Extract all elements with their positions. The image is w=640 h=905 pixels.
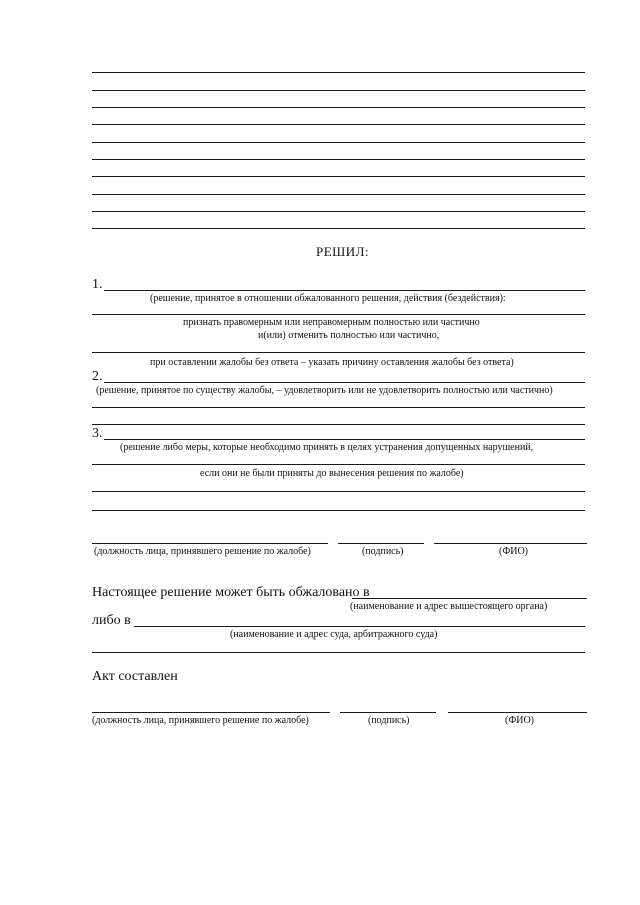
item3-field-line bbox=[104, 439, 585, 440]
item1-caption-3: при оставлении жалобы без ответа – указать причину оставления жалобы без ответа) bbox=[150, 357, 514, 368]
blank-line bbox=[92, 90, 585, 91]
blank-line bbox=[92, 491, 585, 492]
item1-caption-2b: и(или) отменить полностью или частично, bbox=[258, 330, 440, 341]
blank-line bbox=[92, 407, 585, 408]
sign2-signature-caption: (подпись) bbox=[368, 715, 410, 726]
item2-caption: (решение, принятое по существу жалобы, – удовлетворить или не удовлетворить полностью или частично) bbox=[96, 385, 553, 396]
item1-number: 1. bbox=[92, 277, 103, 292]
appeal-either-text: либо в bbox=[92, 613, 131, 628]
sign2-name-line bbox=[448, 712, 587, 713]
appeal-authority-caption: (наименование и адрес вышестоящего органа) bbox=[350, 601, 548, 612]
item1-field-line bbox=[104, 290, 585, 291]
blank-line bbox=[92, 228, 585, 229]
sign1-position-caption: (должность лица, принявшего решение по жалобе) bbox=[94, 546, 311, 557]
blank-line bbox=[92, 424, 585, 425]
item3-caption-2: если они не были приняты до вынесения решения по жалобе) bbox=[200, 468, 464, 479]
blank-line bbox=[92, 72, 585, 73]
appeal-court-line bbox=[134, 626, 585, 627]
item2-field-line bbox=[104, 382, 585, 383]
sign1-name-caption: (ФИО) bbox=[499, 546, 529, 557]
blank-line bbox=[92, 142, 585, 143]
decision-heading: РЕШИЛ: bbox=[316, 244, 370, 259]
blank-line bbox=[92, 464, 585, 465]
item1-caption-1: (решение, принятое в отношении обжалованного решения, действия (бездействия): bbox=[150, 293, 506, 304]
blank-line bbox=[92, 107, 585, 108]
blank-line bbox=[92, 194, 585, 195]
appeal-authority-line bbox=[352, 598, 587, 599]
act-text: Акт составлен bbox=[92, 669, 178, 684]
item2-number: 2. bbox=[92, 369, 103, 384]
blank-line bbox=[92, 159, 585, 160]
sign2-position-line bbox=[92, 712, 330, 713]
item3-number: 3. bbox=[92, 426, 103, 441]
sign1-signature-line bbox=[338, 543, 424, 544]
item3-caption-1: (решение либо меры, которые необходимо принять в целях устранения допущенных нарушений, bbox=[120, 442, 534, 453]
appeal-court-caption: (наименование и адрес суда, арбитражного суда) bbox=[230, 629, 438, 640]
sign1-position-line bbox=[92, 543, 328, 544]
blank-line bbox=[92, 211, 585, 212]
sign2-position-caption: (должность лица, принявшего решение по жалобе) bbox=[92, 715, 309, 726]
appeal-text: Настоящее решение может быть обжаловано в bbox=[92, 585, 370, 600]
blank-line bbox=[92, 314, 585, 315]
blank-line bbox=[92, 652, 585, 653]
blank-line bbox=[92, 352, 585, 353]
blank-line bbox=[92, 124, 585, 125]
item1-caption-2a: признать правомерным или неправомерным полностью или частично bbox=[183, 317, 480, 328]
sign2-signature-line bbox=[340, 712, 436, 713]
blank-line bbox=[92, 176, 585, 177]
sign1-name-line bbox=[434, 543, 587, 544]
sign2-name-caption: (ФИО) bbox=[505, 715, 535, 726]
sign1-signature-caption: (подпись) bbox=[362, 546, 404, 557]
blank-line bbox=[92, 510, 585, 511]
